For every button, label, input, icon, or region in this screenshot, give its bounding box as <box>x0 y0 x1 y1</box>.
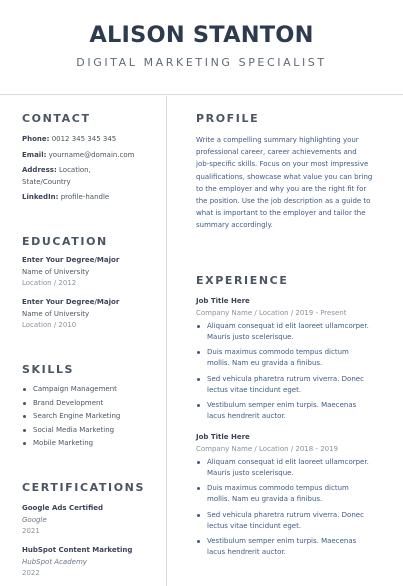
certification-issuer: HubSpot Academy <box>22 557 87 566</box>
job-bullet: Aliquam consequat id elit laoreet ullamcorper. Mauris justo scelerisque. <box>196 457 388 479</box>
job-entry <box>196 296 388 427</box>
job-title: Job Title Here <box>196 297 250 305</box>
skills-list <box>22 383 162 451</box>
profile-heading: PROFILE <box>196 112 260 125</box>
job-title: Job Title Here <box>196 433 250 441</box>
profile-line: the position. Use the job description as a guide to <box>196 197 371 206</box>
column-divider <box>166 96 167 586</box>
job-bullet: Sed vehicula pharetra rutrum viverra. Donec lectus vitae tincidunt eget. <box>196 510 388 532</box>
profile-line: professional career, career achievements and <box>196 148 357 157</box>
skill-item: Social Media Marketing <box>22 424 162 438</box>
certification-year: 2021 <box>22 527 40 535</box>
certification-item <box>22 545 132 580</box>
job-bullet: Vestibulum semper enim turpis. Maecenas lacus hendrerit auctor. <box>196 536 388 558</box>
job-meta: Company Name / Location / 2019 - Present <box>196 308 347 317</box>
job-bullets <box>196 457 388 558</box>
job-meta: Company Name / Location / 2018 - 2019 <box>196 444 339 453</box>
job-entry <box>196 432 388 563</box>
experience-heading: EXPERIENCE <box>196 274 289 287</box>
certification-issuer: Google <box>22 515 47 524</box>
certifications-heading: CERTIFICATIONS <box>22 481 145 494</box>
education-degree: Enter Your Degree/Major <box>22 256 120 264</box>
skill-item: Search Engine Marketing <box>22 410 162 424</box>
profile-line: job-specific skills. Focus on your most impressive <box>196 160 369 169</box>
profile-summary <box>196 134 388 232</box>
job-bullet: Duis maximus commodo tempus dictum mollis. Nam eu gravida a finibus. <box>196 483 388 505</box>
contact-address-line2: State/Country <box>22 177 71 186</box>
job-bullet: Duis maximus commodo tempus dictum mollis. Nam eu gravida a finibus. <box>196 347 388 369</box>
contact-address: Address: Location, <box>22 166 91 174</box>
education-meta: Location / 2012 <box>22 279 77 287</box>
job-bullet: Sed vehicula pharetra rutrum viverra. Donec lectus vitae tincidunt eget. <box>196 374 388 396</box>
profile-line: Write a compelling summary highlighting your <box>196 136 359 144</box>
profile-line: what is important to the employer and tailor the <box>196 209 366 218</box>
contact-details <box>22 134 162 204</box>
education-item <box>22 255 119 290</box>
contact-linkedin: LinkedIn: profile-handle <box>22 193 110 201</box>
education-item <box>22 297 119 332</box>
profile-line: summary accordingly. <box>196 221 273 230</box>
candidate-title: DIGITAL MARKETING SPECIALIST <box>76 56 327 69</box>
skills-heading: SKILLS <box>22 363 75 376</box>
job-bullet: Vestibulum semper enim turpis. Maecenas lacus hendrerit auctor. <box>196 400 388 422</box>
skill-item: Campaign Management <box>22 383 162 397</box>
profile-line: qualifications, showcase what value you can bring <box>196 172 373 181</box>
contact-phone: Phone: 0012 345 345 345 <box>22 135 117 143</box>
education-school: Name of University <box>22 309 90 318</box>
contact-heading: CONTACT <box>22 112 91 125</box>
header-divider <box>0 94 403 95</box>
job-bullet: Aliquam consequat id elit laoreet ullamcorper. Mauris justo scelerisque. <box>196 321 388 343</box>
certification-item <box>22 503 103 538</box>
skill-item: Brand Development <box>22 397 162 411</box>
certification-name: HubSpot Content Marketing <box>22 546 133 554</box>
job-bullets <box>196 321 388 422</box>
education-meta: Location / 2010 <box>22 321 77 329</box>
certification-year: 2022 <box>22 569 40 577</box>
education-degree: Enter Your Degree/Major <box>22 298 120 306</box>
profile-line: to the employer and why you are the right fit for <box>196 184 367 193</box>
contact-email: Email: yourname@domain.com <box>22 150 135 159</box>
skill-item: Mobile Marketing <box>22 437 162 451</box>
education-school: Name of University <box>22 267 90 276</box>
education-heading: EDUCATION <box>22 235 108 248</box>
candidate-name: ALISON STANTON <box>89 22 314 48</box>
certification-name: Google Ads Certified <box>22 504 104 512</box>
